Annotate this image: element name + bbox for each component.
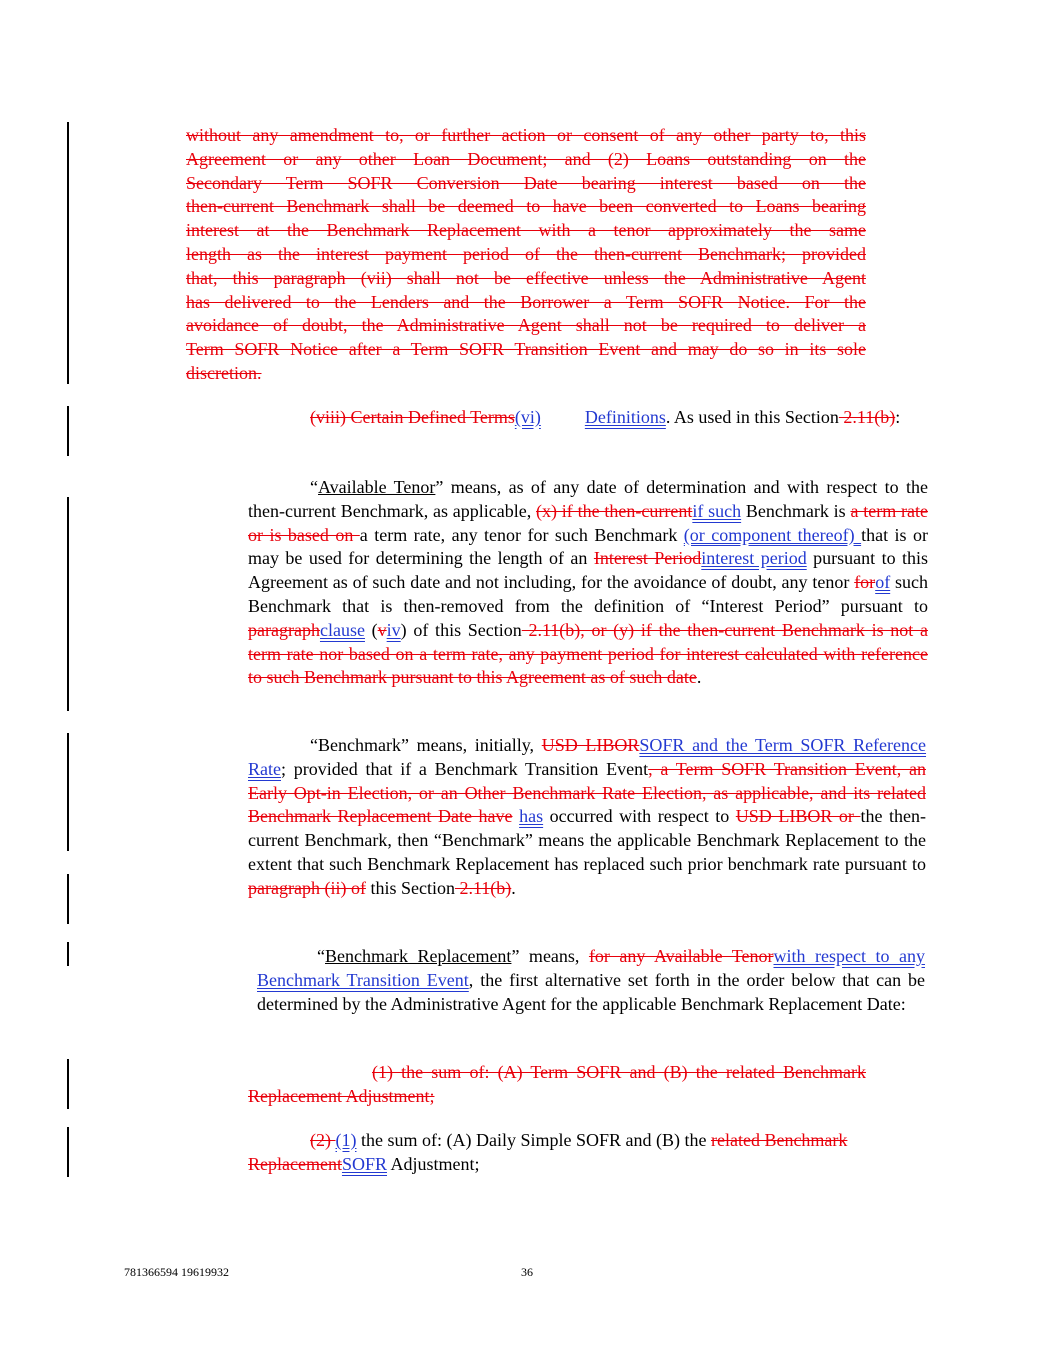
deleted-paragraph-vii (186, 124, 866, 386)
defined-term: Benchmark Replacement (325, 946, 512, 966)
deleted-text: paragraph (248, 619, 320, 640)
inserted-text: if such (692, 500, 742, 521)
text-line: has delivered to the Lenders and the Borrower a Term SOFR Notice. For the (186, 291, 866, 312)
page-number: 36 (521, 1265, 533, 1279)
deleted-clause-1 (248, 1061, 866, 1109)
body-text: . (511, 877, 516, 898)
text-line: Agreement or any other Loan Document; and (2) Loans outstanding on the (186, 148, 866, 169)
text-line: without any amendment to, or further action or consent of any other party to, this (186, 125, 866, 145)
body-text: a term rate, any tenor for such Benchmark (359, 524, 684, 545)
deleted-text: paragraph (ii) of (248, 877, 366, 898)
definition-available-tenor (248, 476, 928, 690)
inserted-text: of (875, 572, 891, 593)
inserted-text: clause (319, 619, 365, 640)
inserted-text: (1) (335, 1130, 357, 1150)
body-text: : (895, 407, 901, 427)
inserted-text: iv (386, 619, 401, 640)
body-text: . As used in this Section (665, 407, 839, 427)
change-bar (67, 122, 69, 384)
change-bar (67, 1059, 69, 1109)
definition-benchmark-replacement (257, 945, 925, 1016)
body-text: occurred with respect to (543, 806, 736, 827)
body-text: pursuant to this Agreement as of such date and not including, for the avoidance of doubt, any tenor (248, 548, 929, 593)
text-line: length as the interest payment period of the then-current Benchmark; provided (186, 243, 866, 264)
deleted-text: for any Available Tenor (588, 946, 774, 966)
clause-daily-simple-sofr (248, 1129, 938, 1177)
definition-benchmark (248, 734, 926, 901)
deleted-text: USD LIBOR or (735, 806, 861, 827)
inserted-text: (or component thereof) (683, 524, 862, 545)
change-bar (67, 497, 69, 711)
body-text: . (696, 667, 702, 688)
deleted-text: (x) if the then-current (536, 500, 693, 521)
deleted-text: Interest Period (593, 548, 702, 569)
text-line: that, this paragraph (vii) shall not be effective unless the Administrative Agent (186, 267, 866, 288)
definitions-heading (248, 406, 928, 430)
body-text: such Benchmark that is then-removed from the definition of “Interest Period” pursuant to (248, 572, 929, 616)
text-line: Term SOFR Notice after a Term SOFR Transition Event and may do so in its sole (186, 339, 866, 360)
change-bar (67, 406, 69, 456)
deleted-text: (2) (310, 1130, 336, 1150)
text-line: interest at the Benchmark Replacement with a tenor approximately the same (186, 220, 866, 241)
deleted-text: a term rate or is based on (248, 500, 928, 545)
document-id: 781366594 19619932 (124, 1265, 229, 1279)
body-text: the then-current Benchmark, then “Benchmark” means the applicable Benchmark Replacement to the extent that such Benchmark Replacement has replaced such prior benchmark rate pursuant to (248, 806, 926, 874)
text-line: Secondary Term SOFR Conversion Date bearing interest based on the (186, 172, 866, 193)
body-text: ( (364, 619, 378, 640)
body-text: “ (310, 477, 318, 497)
change-bar (67, 733, 69, 851)
change-bar (67, 1127, 69, 1177)
deleted-text: , a Term SOFR Transition Event, an Early Opt-in Election, or an Other Benchmark Rate Election, as applicable, and its related Benchmark Replacement Date have (248, 758, 926, 827)
inserted-text: SOFR (341, 1153, 387, 1174)
change-bar (67, 874, 69, 924)
inserted-text: with respect to any Benchmark Transition Event (257, 946, 925, 990)
deleted-text: v (377, 619, 387, 640)
inserted-text: interest period (701, 548, 807, 569)
deleted-text: 2.11(b), or (y) if the then-current Benchmark is not a term rate nor based on a term rate, any payment period for interest calculated with reference to such Benchmark pursuant to this Agreement as of such date (248, 619, 928, 688)
deleted-text: for (854, 572, 876, 593)
deleted-text: (1) the sum of: (A) Term SOFR and (B) the related Benchmark Replacement Adjustment; (248, 1062, 866, 1106)
body-text: that is or may be used for determining the length of an (248, 524, 928, 569)
defined-term: Available Tenor (318, 477, 436, 497)
body-text: Adjustment; (387, 1153, 480, 1174)
body-text: Benchmark is (741, 500, 851, 521)
inserted-text: SOFR and the Term SOFR Reference Rate (248, 735, 927, 779)
inserted-text: (vi) (514, 407, 541, 427)
deleted-text: 2.11(b) (838, 407, 896, 427)
body-text: ” means, as of any date of determination and with respect to the then-current Benchmark, as applicable, (248, 477, 929, 521)
deleted-text: (viii) Certain Defined Terms (310, 407, 515, 427)
text-line: avoidance of doubt, the Administrative Agent shall not be required to deliver a (186, 315, 866, 336)
inserted-text: has (519, 806, 544, 827)
body-text: ) of this Section (400, 619, 522, 640)
body-text: “ (317, 946, 325, 966)
text-line: discretion. (186, 362, 262, 383)
body-text: ; provided that if a Benchmark Transition Event (281, 758, 649, 779)
body-text: ” means, (511, 946, 589, 966)
text-line: then-current Benchmark shall be deemed to have been converted to Loans bearing (186, 196, 866, 217)
deleted-text: USD LIBOR (541, 735, 640, 755)
deleted-text: related Benchmark Replacement (248, 1130, 848, 1174)
inserted-text: Definitions (584, 407, 666, 427)
body-text: “Benchmark” means, initially, (310, 735, 542, 755)
body-text: this Section (365, 877, 455, 898)
body-text: the sum of: (A) Daily Simple SOFR and (B) the (356, 1130, 711, 1150)
change-bar (67, 942, 69, 966)
deleted-text: 2.11(b) (454, 877, 512, 898)
body-text: , the first alternative set forth in the order below that can be determined by the Administrative Agent for the applicable Benchmark Replacement Date: (257, 969, 926, 1014)
